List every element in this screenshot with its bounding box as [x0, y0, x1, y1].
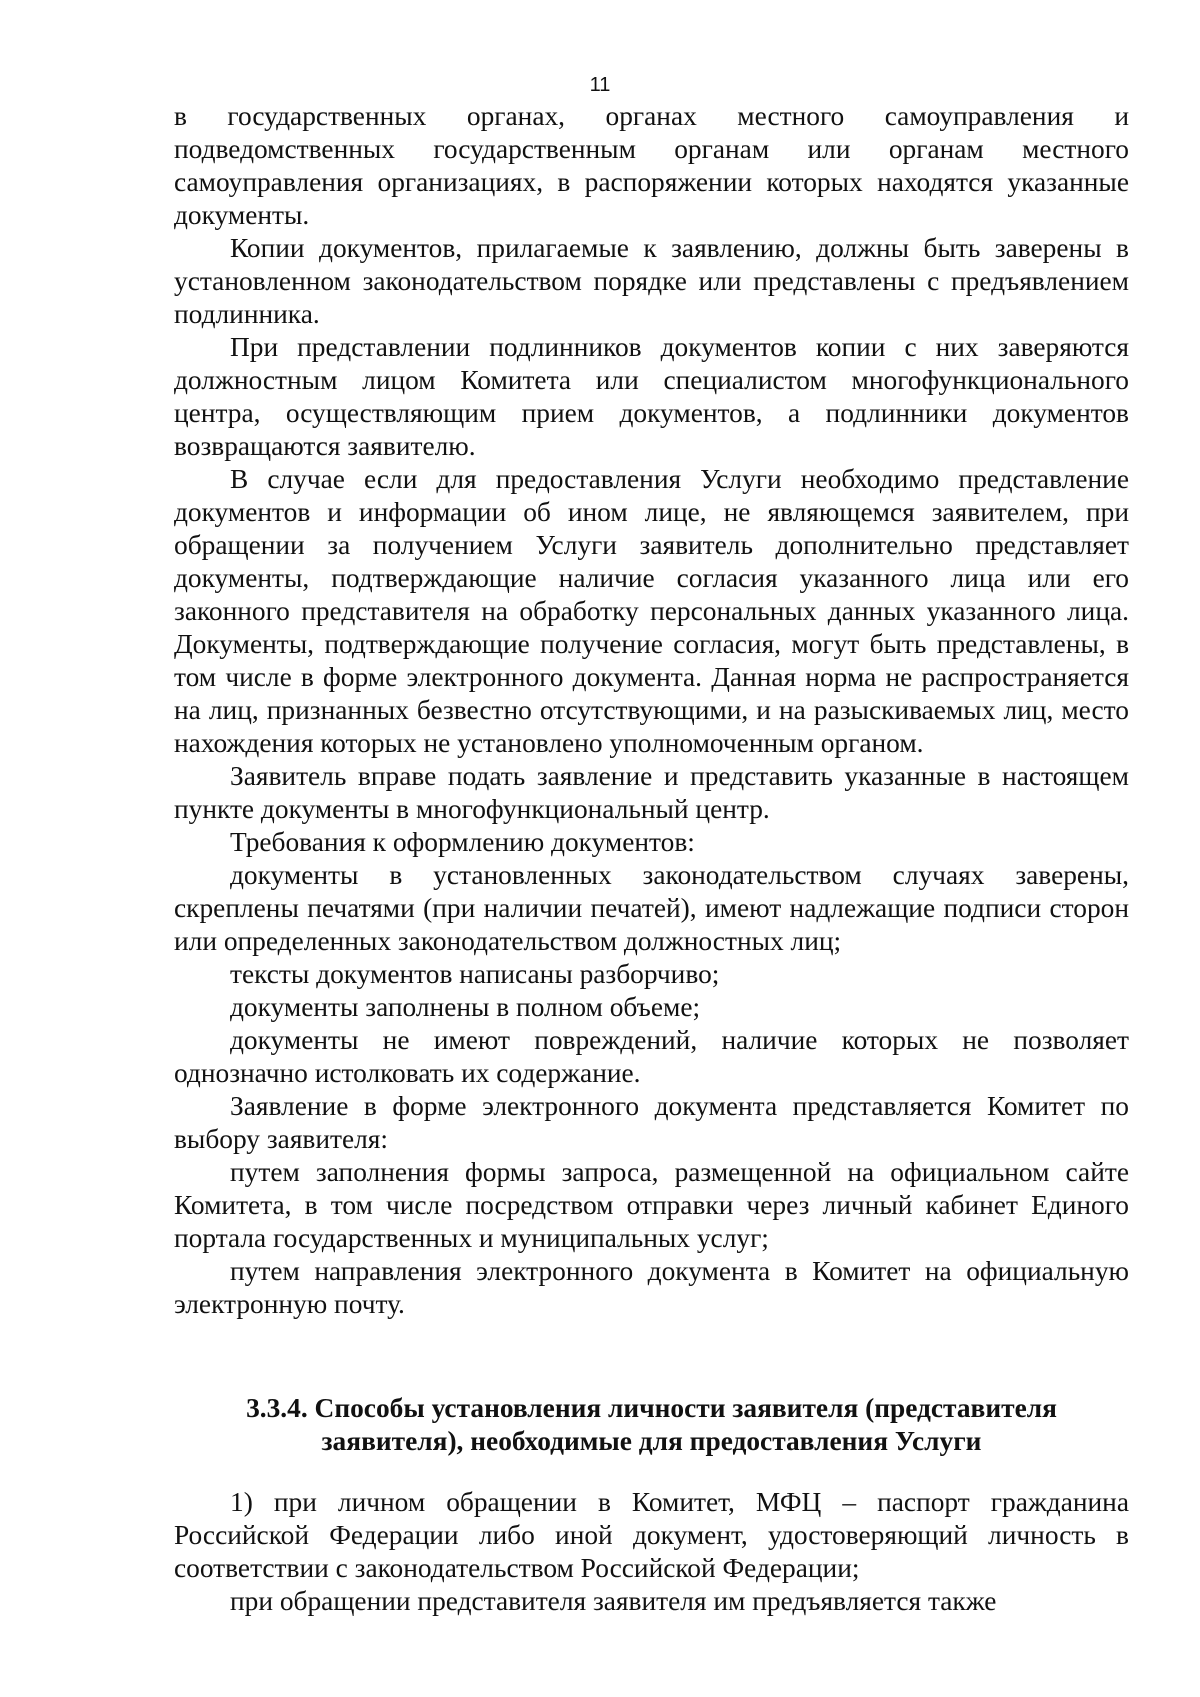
paragraph-1: в государственных органах, органах местного самоуправления и подведомственных государственным органам или органам местного самоуправления организациях, в распоряжении которых находятся указанные документы. — [174, 101, 1129, 230]
paragraph-8: тексты документов написаны разборчиво; — [230, 959, 720, 989]
body-text — [174, 100, 1129, 1321]
paragraph-3: При представлении подлинников документов копии с них заверяются должностным лицом Комитета или специалистом многофункционального центра, осуществляющим прием документов, а подлинники документов возвращаются заявителю. — [174, 332, 1129, 461]
paragraph-9: документы заполнены в полном объеме; — [230, 992, 701, 1022]
paragraph-12: путем заполнения формы запроса, размещенной на официальном сайте Комитета, в том числе посредством отправки через личный кабинет Единого портала государственных и муниципальных услуг; — [174, 1157, 1129, 1253]
paragraph-4: В случае если для предоставления Услуги необходимо представление документов и информации об ином лице, не являющемся заявителем, при обращении за получением Услуги заявитель дополнительно представляет документы, подтверждающие наличие согласия указанного лица или его законного представителя на обработку персональных данных указанного лица. Документы, подтверждающие получение согласия, могут быть представлены, в том числе в форме электронного документа. Данная норма не распространяется на лиц, признанных безвестно отсутствующими, и на разыскиваемых лиц, место нахождения которых не установлено уполномоченным органом. — [174, 464, 1129, 758]
paragraph-13: путем направления электронного документа в Комитет на официальную электронную почту. — [174, 1256, 1129, 1319]
section-heading: 3.3.4. Способы установления личности заявителя (представителя заявителя), необходимые для предоставления Услуги — [246, 1393, 1057, 1456]
paragraph-11: Заявление в форме электронного документа представляется Комитет по выбору заявителя: — [174, 1091, 1129, 1154]
body-text-after-heading — [174, 1486, 1129, 1618]
paragraph-15: при обращении представителя заявителя им предъявляется также — [230, 1586, 997, 1616]
paragraph-10: документы не имеют повреждений, наличие которых не позволяет однозначно истолковать их содержание. — [174, 1025, 1129, 1088]
paragraph-5: Заявитель вправе подать заявление и представить указанные в настоящем пункте документы в многофункциональный центр. — [174, 761, 1129, 824]
paragraph-7: документы в установленных законодательством случаях заверены, скреплены печатями (при наличии печатей), имеют надлежащие подписи сторон или определенных законодательством должностных лиц; — [174, 860, 1129, 956]
page-number: 11 — [589, 74, 611, 96]
paragraph-6: Требования к оформлению документов: — [230, 827, 695, 857]
paragraph-2: Копии документов, прилагаемые к заявлению, должны быть заверены в установленном законодательством порядке или представлены с предъявлением подлинника. — [174, 233, 1129, 329]
paragraph-14: 1) при личном обращении в Комитет, МФЦ – паспорт гражданина Российской Федерации либо иной документ, удостоверяющий личность в соответствии с законодательством Российской Федерации; — [174, 1487, 1129, 1583]
